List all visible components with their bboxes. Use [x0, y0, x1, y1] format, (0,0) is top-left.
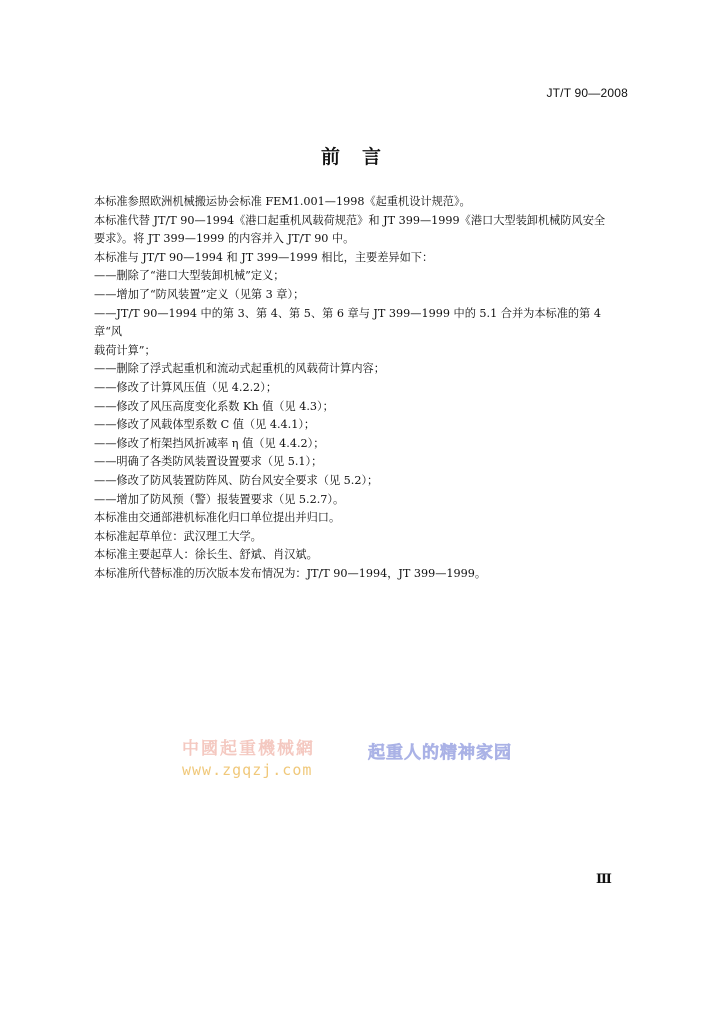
- paragraph-replaces: 本标准代替 JT/T 90—1994《港口起重机风载荷规范》和 JT 399—1999《港口大型装卸机械防风安全: [94, 213, 606, 227]
- list-item: ——修改了桁架挡风折减率 η 值（见 4.4.2）；: [94, 436, 325, 450]
- list-item: ——明确了各类防风装置设置要求（见 5.1）；: [94, 455, 323, 469]
- watermark-url: www.zgqzj.com: [182, 761, 313, 779]
- watermark-site-name: 中國起重機械網: [182, 739, 315, 759]
- paragraph-drafting-unit: 本标准起草单位：武汉理工大学。: [94, 529, 262, 543]
- list-item: ——增加了“防风装置”定义（见第 3 章）；: [94, 287, 305, 301]
- watermark-slogan: 起重人的精神家园: [368, 743, 512, 763]
- paragraph-drafters: 本标准主要起草人：徐长生、舒斌、肖汉斌。: [94, 548, 318, 562]
- document-body: [94, 193, 632, 583]
- paragraph-history: 本标准所代替标准的历次版本发布情况为：JT/T 90—1994，JT 399—1999。: [94, 566, 487, 580]
- list-item: ——删除了浮式起重机和流动式起重机的风载荷计算内容；: [94, 362, 385, 376]
- paragraph-replaces-cont: 要求》。将 JT 399—1999 的内容并入 JT/T 90 中。: [94, 232, 355, 246]
- list-item: ——修改了计算风压值（见 4.2.2）；: [94, 380, 278, 394]
- paragraph-differences: 本标准与 JT/T 90—1994 和 JT 399—1999 相比，主要差异如下：: [94, 250, 434, 264]
- list-item: ——修改了风压高度变化系数 Kh 值（见 4.3）；: [94, 399, 334, 413]
- list-item: ——修改了风载体型系数 C 值（见 4.4.1）；: [94, 418, 316, 432]
- page-number: Ⅲ: [596, 872, 612, 887]
- list-item: ——JT/T 90—1994 中的第 3、第 4、第 5、第 6 章与 JT 399—1999 中的 5.1 合并为本标准的第 4 章“风: [94, 306, 601, 339]
- paragraph-proposer: 本标准由交通部港机标准化归口单位提出并归口。: [94, 511, 341, 525]
- standard-code: JT/T 90—2008: [546, 86, 628, 100]
- paragraph-reference: 本标准参照欧洲机械搬运协会标准 FEM1.001—1998《起重机设计规范》。: [94, 195, 471, 208]
- list-item: ——修改了防风装置防阵风、防台风安全要求（见 5.2）；: [94, 473, 379, 487]
- list-item-cont: 载荷计算”；: [94, 343, 156, 357]
- page-title: 前言: [320, 146, 403, 168]
- list-item: ——增加了防风预（警）报装置要求（见 5.2.7）。: [94, 492, 345, 506]
- list-item: ——删除了“港口大型装卸机械”定义；: [94, 269, 285, 283]
- watermark-logo: [182, 734, 315, 779]
